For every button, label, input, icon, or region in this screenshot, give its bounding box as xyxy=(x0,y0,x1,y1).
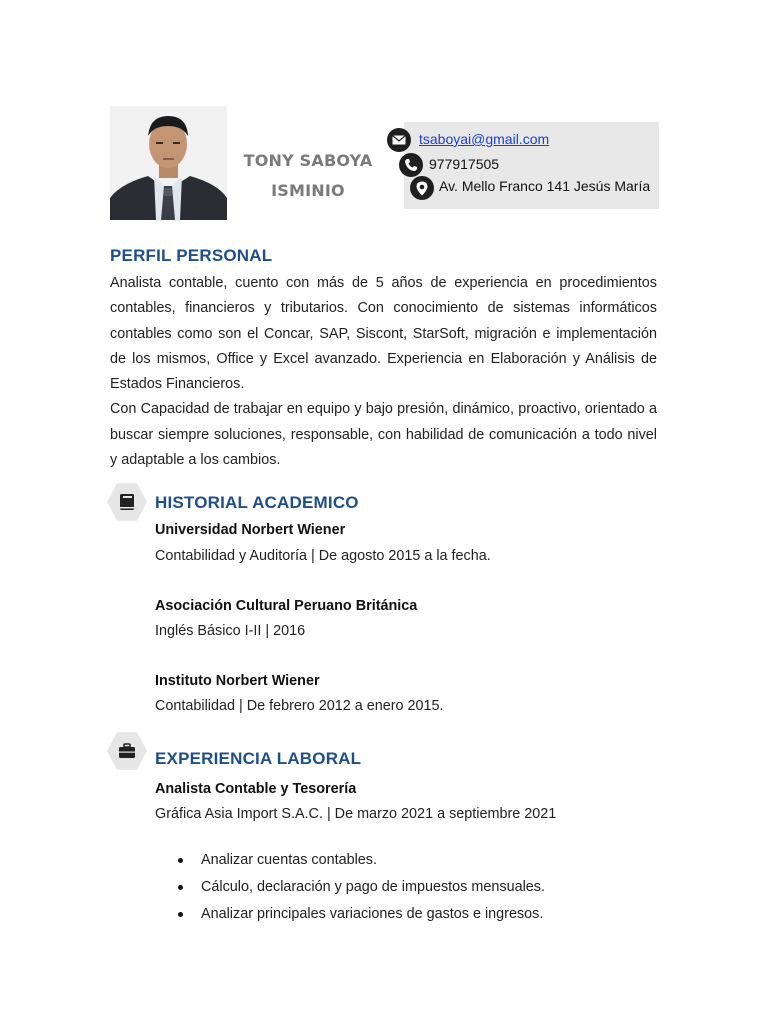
task-item: Cálculo, declaración y pago de impuestos mensuales. xyxy=(155,874,545,901)
person-portrait-icon xyxy=(110,106,227,220)
experiencia-section-title: EXPERIENCIA LABORAL xyxy=(155,749,362,768)
address-text: Av. Mello Franco 141 Jesús María xyxy=(439,178,651,194)
task-item: Analizar principales variaciones de gastos e ingresos. xyxy=(155,901,545,928)
briefcase-icon xyxy=(107,731,147,771)
academico-detail-1: Contabilidad y Auditoría | De agosto 2015 a la fecha. xyxy=(155,548,491,564)
perfil-section-title: PERFIL PERSONAL xyxy=(110,246,273,265)
perfil-paragraph-1: Analista contable, cuento con más de 5 años de experiencia en procedimientos contables, financieros y tributarios. Con conocimiento de sistemas informáticos contables como son el Concar, SAP, Siscont, StarSoft, migración e implementación de los mismos, Office y Excel avanzado. Experiencia en Elaboración y Análisis de Estados Financieros. xyxy=(110,275,657,393)
profile-photo xyxy=(110,106,227,220)
envelope-icon xyxy=(387,128,411,152)
experiencia-position: Analista Contable y Tesorería xyxy=(155,781,357,797)
academico-detail-2: Inglés Básico I-II | 2016 xyxy=(155,623,306,639)
name-line-2: ISMINIO xyxy=(271,181,345,200)
name-line-1: TONY SABOYA xyxy=(243,151,373,170)
phone-number: 977917505 xyxy=(429,156,500,172)
academico-institution-2: Asociación Cultural Peruano Británica xyxy=(155,598,418,614)
email-link[interactable]: tsaboyai@gmail.com xyxy=(419,131,550,147)
academico-detail-3: Contabilidad | De febrero 2012 a enero 2015. xyxy=(155,698,444,714)
academico-section-title: HISTORIAL ACADEMICO xyxy=(155,493,359,512)
candidate-name xyxy=(232,146,384,206)
phone-icon xyxy=(399,153,423,177)
experiencia-company: Gráfica Asia Import S.A.C. | De marzo 2021 a septiembre 2021 xyxy=(155,806,557,822)
task-item: Analizar cuentas contables. xyxy=(155,847,545,874)
perfil-paragraph-2: Con Capacidad de trabajar en equipo y bajo presión, dinámico, proactivo, orientado a buscar siempre soluciones, responsable, con habilidad de comunicación a todo nivel y adaptable a los cambios. xyxy=(110,401,657,469)
academico-institution-3: Instituto Norbert Wiener xyxy=(155,673,320,689)
experiencia-task-list xyxy=(155,847,545,928)
academico-institution-1: Universidad Norbert Wiener xyxy=(155,522,346,538)
perfil-text xyxy=(110,271,657,473)
book-icon xyxy=(107,482,147,522)
location-pin-icon xyxy=(410,176,434,200)
